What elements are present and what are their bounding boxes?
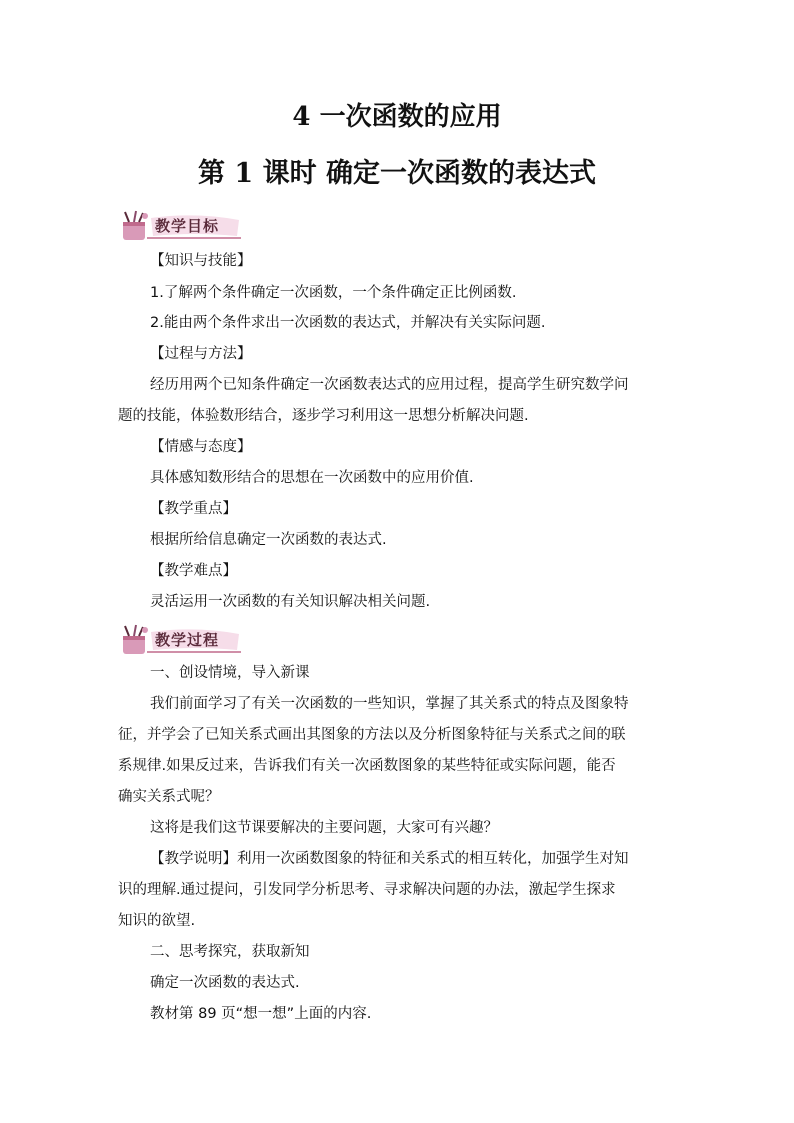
attitude-heading: 【情感与态度】 bbox=[150, 439, 252, 455]
attitude-text: 具体感知数形结合的思想在一次函数中的应用价值. bbox=[150, 470, 474, 486]
teaching-note-line-2: 识的理解.通过提问，引发同学分析思考、寻求解决问题的办法，激起学生探求 bbox=[118, 882, 616, 898]
lesson-subtitle: 第 1 课时 确定一次函数的表达式 bbox=[198, 158, 596, 189]
lesson-title: 4 一次函数的应用 bbox=[292, 102, 502, 132]
section-label-goals: 教学目标 bbox=[155, 217, 220, 235]
paragraph-1-line-3: 系规律.如果反过来，告诉我们有关一次函数图象的某些特征或实际问题，能否 bbox=[118, 758, 616, 774]
paragraph-4: 确定一次函数的表达式. bbox=[150, 975, 300, 991]
paragraph-1-line-2: 征，并学会了已知关系式画出其图象的方法以及分析图象特征与关系式之间的联 bbox=[118, 727, 626, 743]
section-label-process: 教学过程 bbox=[155, 631, 220, 649]
knowledge-item-1: 1.了解两个条件确定一次函数，一个条件确定正比例函数. bbox=[150, 285, 517, 301]
key-point-text: 根据所给信息确定一次函数的表达式. bbox=[150, 532, 387, 548]
part1-heading: 一、创设情境，导入新课 bbox=[150, 665, 310, 681]
part2-heading: 二、思考探究，获取新知 bbox=[150, 944, 310, 960]
difficulty-heading: 【教学难点】 bbox=[150, 563, 237, 579]
process-text-line-2: 题的技能，体验数形结合，逐步学习利用这一思想分析解决问题. bbox=[118, 408, 529, 424]
knowledge-item-2: 2.能由两个条件求出一次函数的表达式，并解决有关实际问题. bbox=[150, 315, 546, 331]
paragraph-1-line-4: 确实关系式呢？ bbox=[118, 789, 220, 805]
section-header-goals bbox=[115, 210, 245, 244]
section-header-process bbox=[115, 624, 245, 658]
key-point-heading: 【教学重点】 bbox=[150, 501, 237, 517]
paragraph-5: 教材第 89 页“想一想”上面的内容. bbox=[150, 1006, 372, 1022]
teaching-note-line-1: 【教学说明】利用一次函数图象的特征和关系式的相互转化，加强学生对知 bbox=[150, 851, 629, 867]
teaching-note-line-3: 知识的欲望. bbox=[118, 913, 196, 929]
difficulty-text: 灵活运用一次函数的有关知识解决相关问题. bbox=[150, 594, 431, 610]
paragraph-1-line-1: 我们前面学习了有关一次函数的一些知识，掌握了其关系式的特点及图象特 bbox=[150, 696, 629, 712]
paragraph-2: 这将是我们这节课要解决的主要问题，大家可有兴趣？ bbox=[150, 820, 498, 836]
process-heading: 【过程与方法】 bbox=[150, 346, 252, 362]
process-text-line-1: 经历用两个已知条件确定一次函数表达式的应用过程，提高学生研究数学问 bbox=[150, 377, 629, 393]
knowledge-heading: 【知识与技能】 bbox=[150, 253, 252, 269]
